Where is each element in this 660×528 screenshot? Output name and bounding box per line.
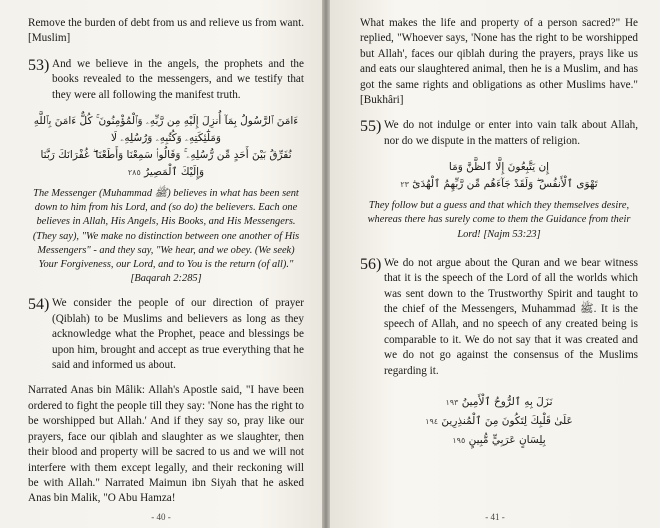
quran-verse-shuara bbox=[360, 393, 638, 450]
arabic-line: نَزَلَ بِهِ ٱلرُّوحُ ٱلْأَمِينُ ١٩٣ bbox=[445, 396, 553, 409]
item-55 bbox=[360, 118, 638, 149]
right-opening-text: What makes the life and property of a person sacred?" He replied, "Whoever says, 'None has the right to be worshipped but Allah', faces our qiblah during the prayers, prays like us and eats our slaughtered animal, then he is a Muslim, and has got the same rights and obligations as other Muslims have." [Bukhâri] bbox=[360, 17, 638, 107]
hadith-narration: Narrated Anas bin Mâlik: Allah's Apostle said, "I have been ordered to fight the people till they say: 'None has the right to be worshipped but Allah.' And if they say so, pray like our prayers, face our qiblah and slaughter as we slaughter, then their blood and property will be sacred to us and we will not interfere with them except legally, and their reckoning will be with Allah." Narrated Maimun ibn Siyah that he asked Anas bin Malik, "O Abu Hamza! bbox=[28, 384, 304, 505]
verse-translation: The Messenger (Muhammad ﷺ) believes in what has been sent down to him from his Lord, and (so do) the believers. Each one believes in Allah, His Angels, His Books, and His Messengers. (They say), "We make no distinction between one another of His Messengers" - and they say, "We hear, and we obey. (We seek) Your Forgiveness, our Lord, and to You is the return (of all)." [Baqarah 2:285] bbox=[32, 188, 300, 285]
quran-verse-najm bbox=[360, 159, 638, 193]
arabic-line: عَلَىٰ قَلْبِكَ لِتَكُونَ مِنَ ٱلْمُنذِرِينَ ١٩٤ bbox=[425, 415, 573, 428]
item-number: 54) bbox=[28, 296, 50, 314]
item-number: 55) bbox=[360, 118, 382, 136]
right-page bbox=[330, 0, 660, 528]
item-number: 56) bbox=[360, 255, 382, 273]
arabic-line: نُفَرِّقُ بَيْنَ أَحَدٍ مِّن رُّسُلِهِۦ ۚ وَقَالُوا۟ سَمِعْنَا وَأَطَعْنَا ۖ غُفْرَانَكَ رَبَّنَا وَإِلَيْكَ ٱلْمَصِيرُ ٢٨٥ bbox=[40, 149, 292, 179]
ayah-number: ٢٣ bbox=[400, 180, 409, 190]
ayah-number: ١٩٣ bbox=[445, 398, 459, 408]
ayah-number: ١٩٥ bbox=[452, 436, 466, 446]
arabic-line: ءَامَنَ ٱلرَّسُولُ بِمَآ أُنزِلَ إِلَيْهِ مِن رَّبِّهِۦ وَٱلْمُؤْمِنُونَ ۚ كُلٌّ ءَامَنَ بِٱللَّهِ وَمَلَٰٓئِكَتِهِۦ وَكُتُبِهِۦ وَرُسُلِهِۦ لَا bbox=[33, 115, 299, 145]
left-opening-text: Remove the burden of debt from us and relieve us from want. [Muslim] bbox=[28, 17, 304, 45]
item-number: 53) bbox=[28, 56, 50, 74]
ayah-number: ١٩٤ bbox=[425, 417, 439, 427]
ayah-number: ٢٨٥ bbox=[127, 168, 141, 178]
item-53 bbox=[28, 57, 304, 103]
item-56 bbox=[360, 256, 638, 379]
item-54 bbox=[28, 296, 304, 373]
item-text: We consider the people of our direction of prayer (Qiblah) to be Muslims and believers as long as they acknowledge what the Prophet, peace and blessings be upon him, brought and accept as true everything that he said and informed us about. bbox=[52, 297, 304, 372]
arabic-line: تَهْوَى ٱلْأَنفُسُ ۖ وَلَقَدْ جَآءَهُم مِّن رَّبِّهِمُ ٱلْهُدَىٰٓ ٢٣ bbox=[400, 178, 598, 191]
page-number: - 40 - bbox=[151, 512, 171, 522]
page-number: - 41 - bbox=[485, 512, 505, 522]
quran-verse-baqarah bbox=[28, 113, 304, 181]
book-gutter bbox=[322, 0, 330, 528]
left-page bbox=[0, 0, 322, 528]
verse-translation: They follow but a guess and that which they themselves desire, whereas there has surely come to them the Guidance from their Lord! [Najm 53:23] bbox=[367, 200, 631, 240]
item-text: We do not indulge or enter into vain talk about Allah, nor do we dispute in the matters of religion. bbox=[384, 119, 638, 147]
item-text: And we believe in the angels, the prophets and the books revealed to the messengers, and we testify that they were all following the manifest truth. bbox=[52, 57, 304, 101]
arabic-line: بِلِسَانٍ عَرَبِيٍّ مُّبِينٍ ١٩٥ bbox=[452, 434, 546, 447]
arabic-line: إِن يَتَّبِعُونَ إِلَّا ٱلظَّنَّ وَمَا bbox=[448, 161, 550, 174]
item-text: We do not argue about the Quran and we bear witness that it is the speech of the Lord of all the worlds which was sent down to the Trustworthy Spirit and taught to the chief of the Messengers, Muhammad ﷺ. It is the speech of Allah, and no speech of any created being is comparable to it. We do not say that it was created and we do not go against the consensus of the Muslims regarding it. bbox=[384, 256, 638, 377]
